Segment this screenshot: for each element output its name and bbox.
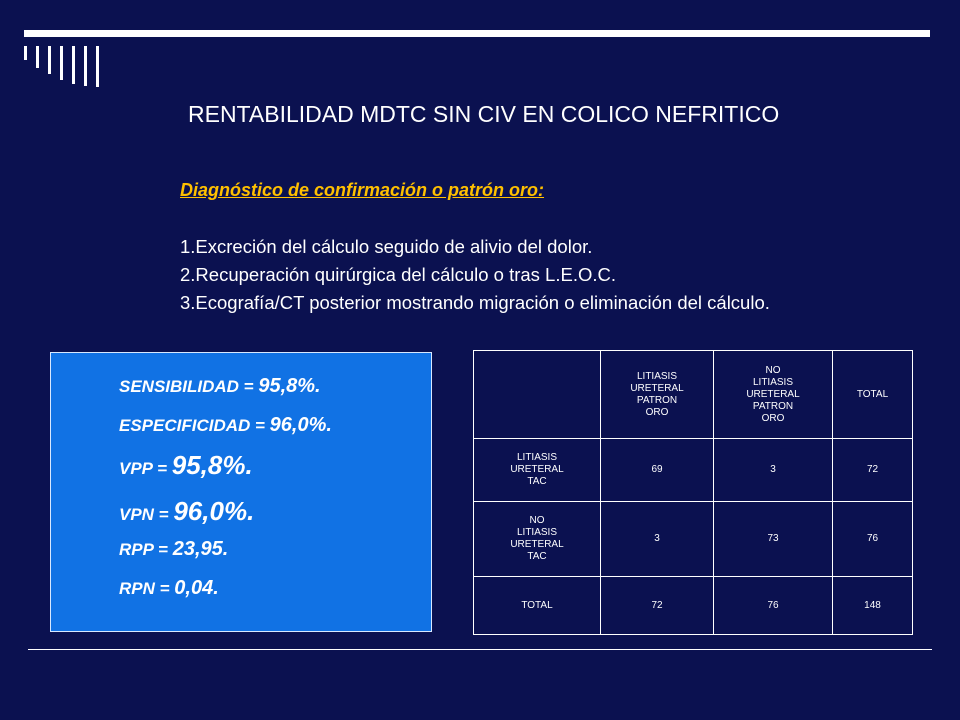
- tick-2: [36, 46, 39, 68]
- stats-box: [50, 352, 432, 632]
- tick-4: [60, 46, 63, 80]
- criteria-item: 3.Ecografía/CT posterior mostrando migración o eliminación del cálculo.: [180, 292, 770, 313]
- stat-especificidad: [119, 414, 332, 437]
- table-cell: 76: [833, 502, 913, 577]
- stat-value: 95,8%.: [258, 375, 321, 397]
- row-header: LITIASIS URETERAL TAC: [474, 439, 601, 502]
- table-row: [474, 577, 913, 635]
- bottom-rule: [28, 649, 932, 650]
- tick-5: [72, 46, 75, 84]
- stat-value: 96,0%.: [173, 496, 255, 526]
- stat-rpp: [119, 538, 228, 561]
- table-cell: 72: [601, 577, 714, 635]
- col-header-no-litiasis: NO LITIASIS URETERAL PATRON ORO: [714, 351, 833, 439]
- stat-label: ESPECIFICIDAD =: [119, 416, 270, 435]
- stat-vpp: [119, 450, 253, 481]
- contingency-table: [473, 350, 913, 635]
- table-header-row: [474, 351, 913, 439]
- col-header-total: TOTAL: [833, 351, 913, 439]
- table-cell: 148: [833, 577, 913, 635]
- stat-vpn: [119, 496, 254, 527]
- top-rule: [24, 30, 930, 37]
- table-cell: 69: [601, 439, 714, 502]
- stat-label: VPP =: [119, 459, 172, 478]
- criteria-item: 1.Excreción del cálculo seguido de alivio del dolor.: [180, 236, 593, 257]
- slide-title: RENTABILIDAD MDTC SIN CIV EN COLICO NEFRITICO: [188, 101, 780, 127]
- criteria-list: [180, 233, 770, 317]
- tick-1: [24, 46, 27, 60]
- slide-subtitle: Diagnóstico de confirmación o patrón oro:: [180, 180, 545, 200]
- table-cell: 3: [714, 439, 833, 502]
- table-cell: 3: [601, 502, 714, 577]
- table-cell: 72: [833, 439, 913, 502]
- stat-value: 23,95.: [172, 538, 229, 560]
- table-corner-cell: [474, 351, 601, 439]
- stat-value: 0,04.: [174, 577, 219, 599]
- row-header: TOTAL: [474, 577, 601, 635]
- row-header: NO LITIASIS URETERAL TAC: [474, 502, 601, 577]
- table-row: [474, 502, 913, 577]
- stat-label: RPP =: [119, 540, 173, 559]
- tick-7: [96, 46, 99, 87]
- stat-label: SENSIBILIDAD =: [119, 377, 259, 396]
- stat-rpn: [119, 577, 219, 600]
- tick-6: [84, 46, 87, 86]
- table-cell: 76: [714, 577, 833, 635]
- stat-value: 95,8%.: [171, 450, 253, 480]
- col-header-litiasis: LITIASIS URETERAL PATRON ORO: [601, 351, 714, 439]
- stat-value: 96,0%.: [269, 414, 332, 436]
- stat-label: RPN =: [119, 579, 175, 598]
- criteria-item: 2.Recuperación quirúrgica del cálculo o tras L.E.O.C.: [180, 264, 616, 285]
- table-cell: 73: [714, 502, 833, 577]
- stat-sensibilidad: [119, 375, 321, 398]
- tick-3: [48, 46, 51, 74]
- table-row: [474, 439, 913, 502]
- stat-label: VPN =: [119, 505, 174, 524]
